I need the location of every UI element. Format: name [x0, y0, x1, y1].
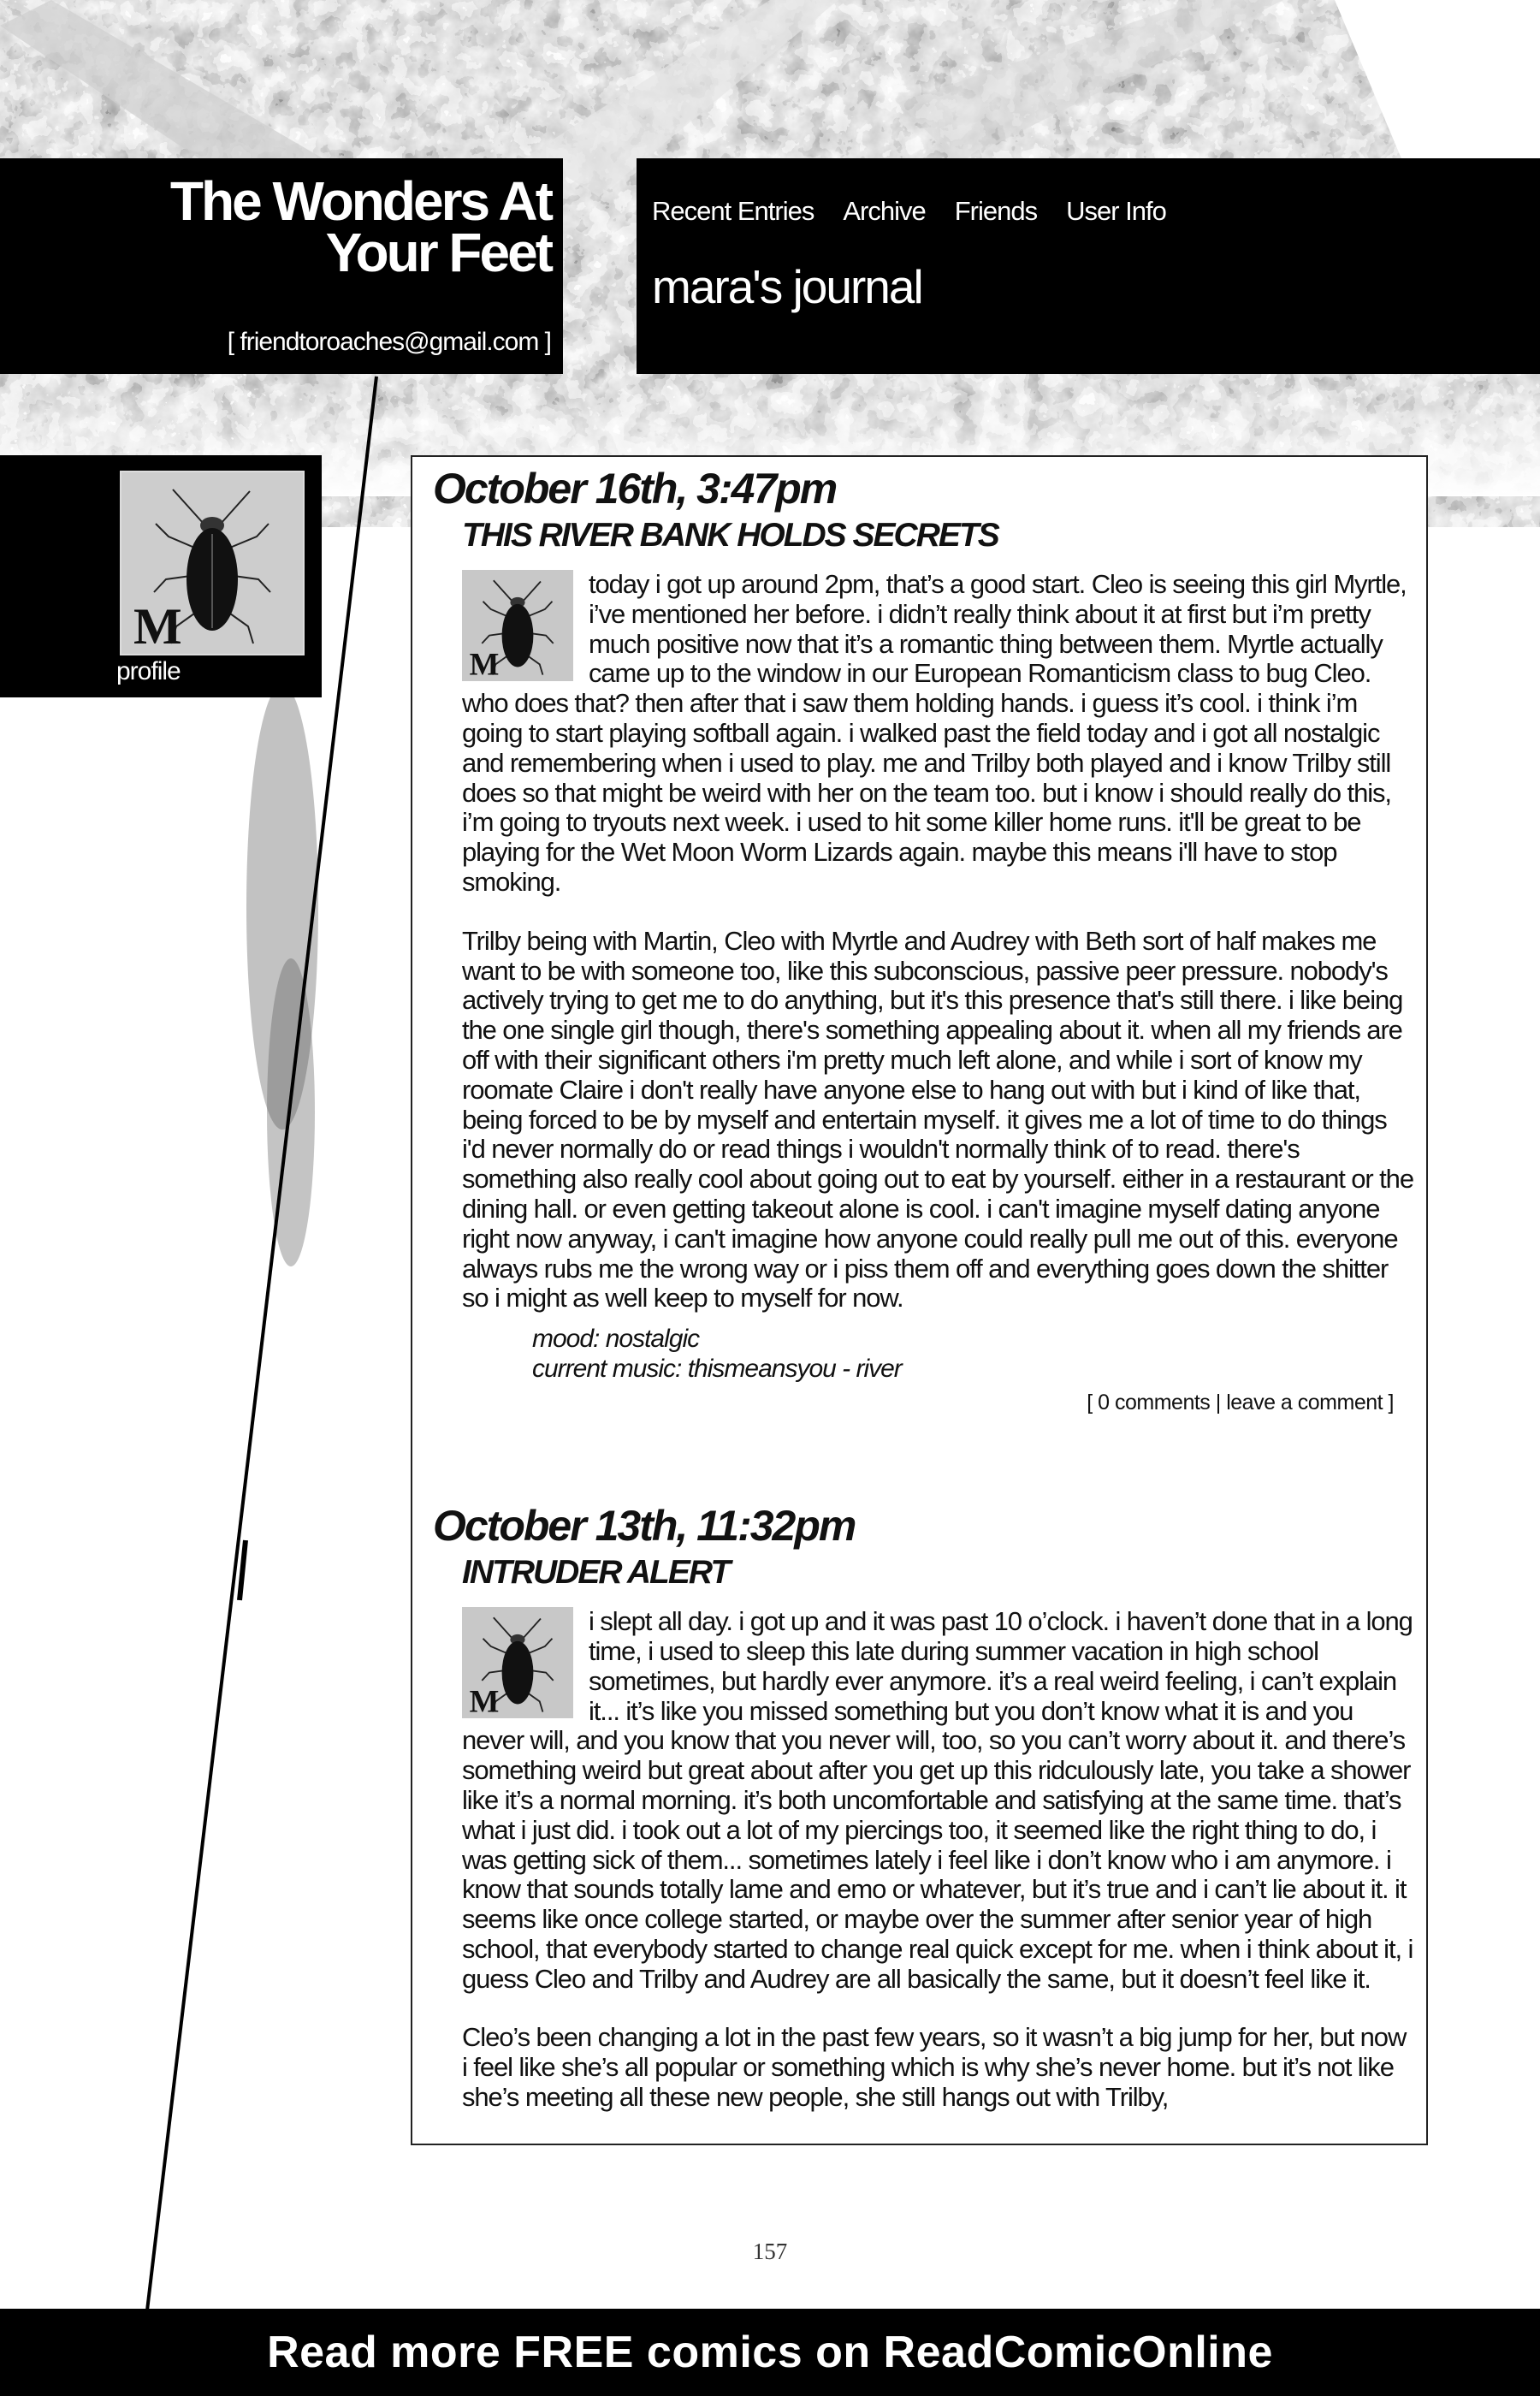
entry-music: current music: thismeansyou - river	[532, 1355, 902, 1384]
nav-user-info[interactable]: User Info	[1066, 196, 1166, 226]
cockroach-icon	[462, 570, 573, 681]
journal-name: mara's journal	[652, 260, 922, 313]
profile-picture[interactable]	[120, 471, 305, 655]
comments-separator: |	[1215, 1391, 1221, 1415]
entry-paragraph: i slept all day. i got up and it was past 10 o’clock. i haven’t done that in a long time, i used to sleep this late during summer vacation in high school sometimes, but hardly ever anymore. it’s a real weird feeling, i can’t explain it... it’s like you missed something but you don’t know what it is and you never will, and you know that you never will, too, so you can’t worry about it. and there’s something weird but great about after you get up this ridculously late, you take a shower like it’s a normal morning. it’s both uncomfortable and satisfying at the same time. that’s what i just did. i took out a lot of my piercings too, it seemed like the right thing to do, i was getting sick of them... sometimes lately i feel like i don’t know who i am anymore. i know that sounds totally lame and emo or whatever, but it’s true and i can’t lie about it. it seems like once college started, or maybe over the summer after senior year of high school, that everybody started to change real quick except for me. when i think about it, i guess Cleo and Trilby and Audrey are all basically the same, but it doesn’t feel like it.	[462, 1606, 1413, 1994]
entry-paragraph: Trilby being with Martin, Cleo with Myrtle and Audrey with Beth sort of half makes me want to be with someone too, like this subconscious, passive peer pressure. nobody's actively trying to get me to do anything, but it's this presence that's still there. i like being the one single girl though, there's something appealing about it. when all my friends are off with their significant others i'm pretty much left alone, and while i sort of know my roomate Claire i don't really have anyone else to hang out with but i kind of like that, being forced to be by myself and entertain myself. it gives me a lot of time to do things i'd never normally do or read things i wouldn't normally think of to read. there's something also really cool about going out to eat by yourself. either in a restaurant or the dining hall. or even getting takeout alone is cool. i can't imagine myself dating anyone right now anyway, i can't imagine how anyone could really pull me out of this. everyone always rubs me the wrong way or i piss them off and everything goes down the shitter so i might as well keep to myself for now.	[462, 925, 1413, 1314]
leave-comment-link[interactable]: leave a comment	[1226, 1391, 1383, 1415]
site-title-line1: The Wonders At	[169, 170, 551, 232]
entry-paragraph: today i got up around 2pm, that’s a good start. Cleo is seeing this girl Myrtle, i’ve mentioned her before. i didn’t really think about it at first but i’m pretty much positive now that it’s a romantic thing between them. Myrtle actually came up to the window in our European Romanticism class to bug Cleo. who does that? then after that i saw them holding hands. i guess it’s cool. i think i’m going to start playing softball again. i walked past the field today and i got all nostalgic and remembering when i used to play. me and Trilby both played and i know Trilby still does so that might be weird with her on the team too. but i know i should really do this, i’m going to tryouts next week. i used to hit some killer home runs. it'll be great to be playing for the Wet Moon Worm Lizards again. maybe this means i'll have to stop smoking.	[462, 569, 1407, 897]
site-title-line2: Your Feet	[325, 222, 551, 283]
journal-entry	[421, 464, 1418, 1415]
entry-date[interactable]: October 13th, 11:32pm	[433, 1502, 856, 1551]
entry-paragraph: Cleo’s been changing a lot in the past few years, so it wasn’t a big jump for her, but now i feel like she’s all popular or something which is why she’s never home. but it’s not like she’s meeting all these new people, she still hangs out with Trilby,	[462, 2022, 1407, 2113]
site-email[interactable]: [ friendtoroaches@gmail.com ]	[227, 328, 551, 356]
page-number: 157	[752, 2239, 788, 2264]
comments-bar	[421, 1391, 1394, 1415]
profile-link[interactable]: profile	[116, 657, 181, 685]
cockroach-icon	[462, 1607, 573, 1718]
comments-count-link[interactable]: 0 comments	[1098, 1391, 1211, 1415]
entry-subject: INTRUDER ALERT	[462, 1554, 730, 1592]
entry-meta	[532, 1324, 1418, 1384]
m-glyph: M	[469, 1683, 499, 1719]
entry-date[interactable]: October 16th, 3:47pm	[433, 465, 837, 513]
entry-userpic	[462, 570, 573, 681]
entry-body	[462, 1607, 1413, 2113]
nav-recent-entries[interactable]: Recent Entries	[652, 196, 814, 226]
nav-archive[interactable]: Archive	[843, 196, 926, 226]
entry-body	[462, 570, 1413, 1314]
site-title-box	[0, 158, 563, 374]
journal-entry	[421, 1501, 1418, 2113]
site-title[interactable]	[0, 170, 551, 283]
m-glyph: M	[469, 646, 499, 681]
nav-friends[interactable]: Friends	[954, 196, 1038, 226]
cockroach-icon	[121, 472, 303, 654]
nav-box	[637, 158, 1540, 374]
journal-content	[411, 455, 1428, 2145]
entry-userpic	[462, 1607, 573, 1718]
m-glyph: M	[133, 598, 182, 654]
journal-nav	[652, 196, 1540, 227]
promo-banner[interactable]: Read more FREE comics on ReadComicOnline	[0, 2309, 1540, 2396]
comments-bracket-open: [	[1087, 1391, 1093, 1415]
entry-subject: THIS RIVER BANK HOLDS SECRETS	[462, 517, 998, 554]
comments-bracket-close: ]	[1388, 1391, 1394, 1415]
entry-mood: mood: nostalgic	[532, 1325, 700, 1354]
